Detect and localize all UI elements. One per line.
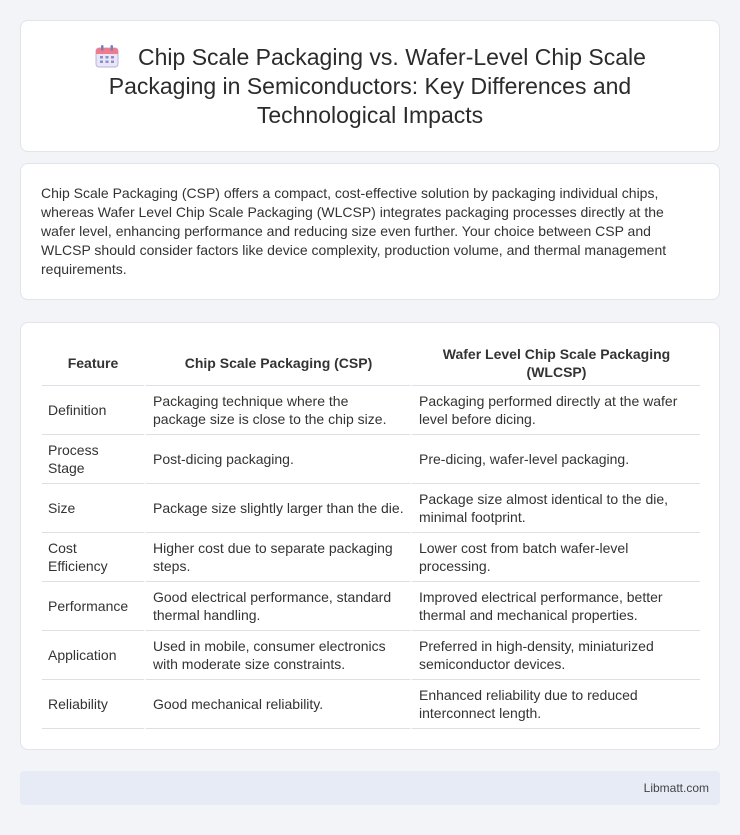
table-row [42,386,700,435]
row-feature: Definition [42,386,144,435]
table-row [42,533,700,582]
header-wlcsp: Wafer Level Chip Scale Packaging (WLCSP) [410,341,700,386]
row-feature: Cost Efficiency [42,533,144,582]
footer-brand-link[interactable]: Libmatt.com [643,781,709,795]
row-feature: Process Stage [42,435,144,484]
summary-card [20,163,720,300]
row-feature: Reliability [42,680,144,729]
row-wlcsp: Preferred in high-density, miniaturized semiconductor devices. [410,631,700,680]
comparison-table [42,341,700,729]
summary-text: Chip Scale Packaging (CSP) offers a compact, cost-effective solution by packaging individual chips, whereas Wafer Level Chip Scale Packaging (WLCSP) integrates packaging processes directly at the wafer level, enhancing performance and reducing size even further. Your choice between CSP and WLCSP should consider factors like device complexity, production volume, and thermal management requirements. [41,185,667,277]
footer-bar [20,771,720,805]
row-wlcsp: Packaging performed directly at the wafer level before dicing. [410,386,700,435]
comparison-card [20,322,720,750]
row-wlcsp: Enhanced reliability due to reduced interconnect length. [410,680,700,729]
table-row [42,680,700,729]
table-row [42,435,700,484]
table-header-row [42,341,700,386]
row-feature: Size [42,484,144,533]
row-feature: Application [42,631,144,680]
row-wlcsp: Pre-dicing, wafer-level packaging. [410,435,700,484]
table-row [42,582,700,631]
row-csp: Higher cost due to separate packaging steps. [144,533,410,582]
row-csp: Used in mobile, consumer electronics with moderate size constraints. [144,631,410,680]
page-title-text: Chip Scale Packaging vs. Wafer-Level Chip Scale Packaging in Semiconductors: Key Differences and Technological Impacts [108,43,646,128]
row-feature: Performance [42,582,144,631]
header-csp: Chip Scale Packaging (CSP) [144,341,410,386]
calendar-icon [94,44,120,68]
page-title [61,43,679,130]
table-row [42,631,700,680]
title-card [20,20,720,152]
row-csp: Packaging technique where the package size is close to the chip size. [144,386,410,435]
row-csp: Good mechanical reliability. [144,680,410,729]
table-row [42,484,700,533]
row-wlcsp: Package size almost identical to the die, minimal footprint. [410,484,700,533]
row-csp: Post-dicing packaging. [144,435,410,484]
row-wlcsp: Improved electrical performance, better thermal and mechanical properties. [410,582,700,631]
row-csp: Good electrical performance, standard thermal handling. [144,582,410,631]
row-wlcsp: Lower cost from batch wafer-level processing. [410,533,700,582]
row-csp: Package size slightly larger than the die. [144,484,410,533]
header-feature: Feature [42,341,144,386]
